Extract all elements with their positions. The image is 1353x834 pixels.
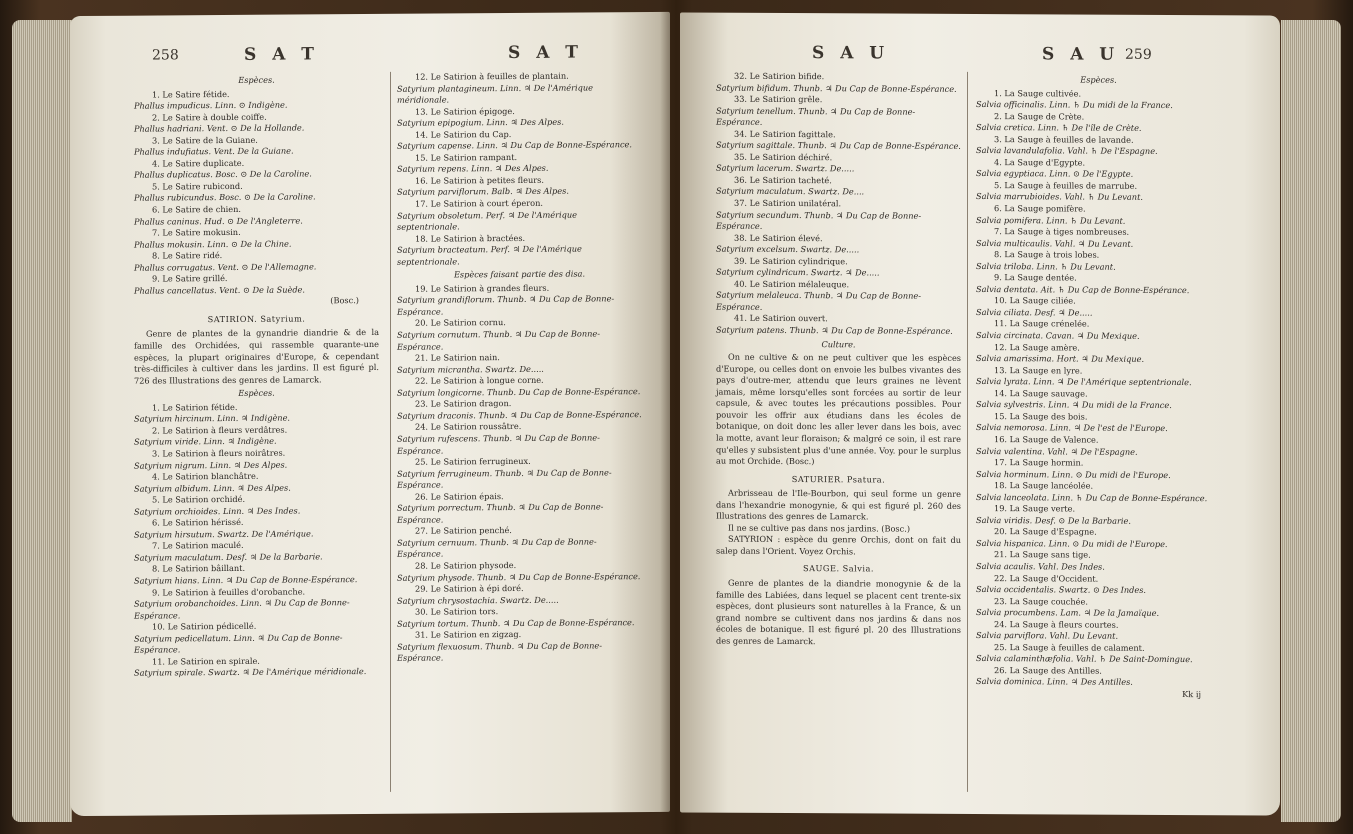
entry-line: Satyrium obsoletum. Perf. ♃ De l'Amérique septentrionale.: [397, 209, 577, 232]
entry-line: 11. Le Satirion en spirale.: [152, 655, 260, 667]
entry-line: Salvia sylvestris. Linn. ♃ Du midi de la France.: [976, 399, 1172, 411]
entry-line: Salvia amarissima. Hort. ♃ Du Mexique.: [976, 353, 1145, 364]
entry-line: 6. Le Satirion hérissé.: [152, 517, 244, 528]
entry-line: (Bosc.): [330, 295, 359, 306]
entry-line: Salvia multicaulis. Vahl. ♃ Du Levant.: [976, 237, 1134, 249]
entry-line: 16. Le Satirion à petites fleurs.: [415, 174, 544, 186]
entry-line: Satyrium chrysostachia. Swartz. De.....: [397, 594, 559, 606]
left-page-number: 258: [152, 47, 179, 64]
left-running-head-2: S A T: [508, 42, 583, 64]
entry-line: Satyrium longicorne. Thunb. Du Cap de Bonne-Espérance.: [397, 385, 641, 398]
entry-line: Satyrium tenellum. Thunb. ♃ Du Cap de Bonne-Espérance.: [716, 105, 916, 128]
paragraph: SATYRION : espèce du genre Orchis, dont on fait du salep dans l'Orient. Voyez Orchis.: [716, 534, 961, 557]
entry-line: Satyrium maculatum. Swartz. De....: [716, 186, 865, 197]
entry-line: 1. Le Satire fétide.: [152, 88, 230, 100]
entry-line: Satyrium spirale. Swartz. ♃ De l'Amérique méridionale.: [134, 666, 367, 678]
right-running-head-1: S A U: [812, 43, 890, 64]
entry-line: Salvia egyptiaca. Linn. ⊙ De l'Egypte.: [976, 168, 1134, 180]
entry-line: 20. Le Satirion cornu.: [415, 317, 506, 329]
entry-line: Salvia valentina. Vahl. ♃ De l'Espagne.: [976, 445, 1138, 457]
entry-line: Satyrium tortum. Thunb. ♃ Du Cap de Bonne-Espérance.: [397, 616, 635, 629]
entry-line: Satyrium micrantha. Swartz. De.....: [397, 363, 544, 375]
entry-line: 9. La Sauge dentée.: [994, 272, 1077, 283]
entry-line: 1. Le Satirion fétide.: [152, 401, 238, 413]
entry-line: 18. La Sauge lancéolée.: [994, 480, 1094, 491]
entry-line: 41. Le Satirion ouvert.: [734, 313, 828, 324]
entry-line: Satyrium flexuosum. Thunb. ♃ Du Cap de Bonne-Espérance.: [397, 640, 603, 664]
entry-line: Phallus rubicundus. Bosc. ⊙ De la Caroline.: [134, 191, 316, 204]
entry-line: Salvia ciliata. Desf. ♃ De.....: [976, 306, 1093, 318]
entry-line: 19. La Sauge verte.: [994, 503, 1076, 514]
entry-line: 26. La Sauge des Antilles.: [994, 664, 1102, 676]
entry-line: Satyrium parviflorum. Balb. ♃ Des Alpes.: [397, 186, 569, 198]
entry-line: 35. Le Satirion déchiré.: [734, 151, 833, 163]
right-running-head-2: S A U: [1042, 44, 1120, 65]
entry-line: Satyrium hirsutum. Swartz. De l'Amérique.: [134, 528, 314, 540]
entry-line: 15. Le Satirion rampant.: [415, 151, 518, 163]
paragraph: Genre de plantes de la gynandrie diandrie & de la famille des Orchidées, qui rassemble quarante-une espèces, la plupart originaires d'Europe, & cependant très-difficiles à cultiver dans les jardins. Il est figuré pl. 726 des Illustrations des genres de Lamarck.: [134, 327, 379, 386]
entry-line: 31. Le Satirion en zigzag.: [415, 629, 522, 640]
entry-line: Salvia occidentalis. Swartz. ⊙ Des Indes.: [976, 584, 1147, 595]
entry-line: 25. La Sauge à feuilles de calament.: [994, 641, 1145, 653]
entry-line: 18. Le Satirion à bractées.: [415, 232, 526, 244]
entry-line: Satyrium physode. Thunb. ♃ Du Cap de Bonne-Espérance.: [397, 570, 641, 583]
entry-line: Salvia acaulis. Vahl. Des Indes.: [976, 560, 1105, 572]
entry-line: 1. La Sauge cultivée.: [994, 87, 1082, 99]
entry-line: Satyrium rufescens. Thunb. ♃ Du Cap de Bonne-Espérance.: [397, 432, 600, 456]
right-page: [680, 12, 1280, 815]
entry-line: 17. Le Satirion à court éperon.: [415, 197, 543, 209]
entry-line: 14. La Sauge sauvage.: [994, 387, 1088, 399]
entry-line: Satyrium plantagineum. Linn. ♃ De l'Amérique méridionale.: [397, 81, 594, 105]
entry-line: Salvia horminum. Linn. ⊙ Du midi de l'Europe.: [976, 468, 1171, 480]
entry-line: 6. La Sauge pomifère.: [994, 203, 1086, 214]
entry-line: Salvia pomifera. Linn. ♄ Du Levant.: [976, 214, 1126, 226]
entry-line: 19. Le Satirion à grandes fleurs.: [415, 282, 550, 294]
entry-line: 10. La Sauge ciliée.: [994, 295, 1076, 306]
entry-line: Satyrium patens. Thunb. ♃ Du Cap de Bonne-Espérance.: [716, 324, 953, 336]
entry-line: Salvia dentata. Ait. ♄ Du Cap de Bonne-Espérance.: [976, 283, 1190, 295]
entry-line: 4. La Sauge d'Egypte.: [994, 156, 1086, 168]
entry-line: 8. La Sauge à trois lobes.: [994, 249, 1100, 260]
entry-line: 22. Le Satirion à longue corne.: [415, 375, 544, 386]
column-rule: [390, 72, 391, 792]
entry-line: Satyrium melaleuca. Thunb. ♃ Du Cap de Bonne-Espérance.: [716, 290, 921, 312]
entry-line: Salvia lavandulafolia. Vahl. ♄ De l'Espagne.: [976, 145, 1158, 157]
entry-line: Satyrium cornutum. Thunb. ♃ Du Cap de Bonne-Espérance.: [397, 328, 600, 352]
section-heading: Espèces faisant partie des disa.: [453, 268, 586, 280]
entry-line: 23. La Sauge couchée.: [994, 595, 1088, 607]
entry-line: 16. La Sauge de Valence.: [994, 434, 1099, 445]
entry-line: Phallus corrugatus. Vent. ⊙ De l'Allemagne.: [134, 261, 317, 273]
entry-line: 26. Le Satirion épais.: [415, 490, 504, 502]
entry-line: 39. Le Satirion cylindrique.: [734, 255, 848, 267]
left-page-edges: [12, 20, 72, 822]
entry-line: Salvia lanceolata. Linn. ♄ Du Cap de Bonne-Espérance.: [976, 491, 1208, 503]
entry-line: 25. Le Satirion ferrugineux.: [415, 455, 531, 467]
entry-line: Satyrium porrectum. Thunb. ♃ Du Cap de Bonne-Espérance.: [397, 501, 604, 525]
entry-line: 10. Le Satirion pédicellé.: [152, 620, 257, 632]
entry-line: 12. La Sauge amère.: [994, 341, 1080, 353]
entry-line: 17. La Sauge hormin.: [994, 457, 1084, 468]
entry-line: Phallus hadriani. Vent. ⊙ De la Hollande.: [134, 122, 305, 134]
entry-line: 8. Le Satirion bâillant.: [152, 563, 246, 574]
entry-line: 3. La Sauge à feuilles de lavande.: [994, 133, 1134, 145]
entry-line: Satyrium capense. Linn. ♃ Du Cap de Bonne-Espérance.: [397, 139, 632, 152]
entry-line: Phallus indufiatus. Vent. De la Guiane.: [134, 145, 294, 157]
entry-line: Salvia hispanica. Linn. ⊙ Du midi de l'Europe.: [976, 537, 1168, 549]
entry-line: 21. La Sauge sans tige.: [994, 549, 1091, 561]
entry-line: 24. La Sauge à fleurs courtes.: [994, 618, 1119, 630]
right-page-number: 259: [1125, 46, 1152, 63]
entry-line: 5. Le Satire rubicond.: [152, 180, 243, 192]
entry-line: 8. Le Satire ridé.: [152, 250, 223, 261]
entry-line: Satyrium orchioides. Linn. ♃ Des Indes.: [134, 505, 301, 517]
entry-line: 3. Le Satire de la Guiane.: [152, 134, 258, 146]
entry-line: 2. Le Satirion à fleurs verdâtres.: [152, 424, 288, 436]
entry-line: 33. Le Satirion grêle.: [734, 93, 823, 105]
entry-line: Satyrium lacerum. Swartz. De.....: [716, 162, 855, 174]
entry-line: 15. La Sauge des bois.: [994, 410, 1088, 422]
entry-line: 4. Le Satirion blanchâtre.: [152, 470, 259, 482]
entry-line: 2. Le Satire à double coiffe.: [152, 111, 267, 123]
entry-line: Salvia viridis. Desf. ⊙ De la Barbarie.: [976, 514, 1131, 526]
left-running-head-1: S A T: [244, 44, 319, 65]
entry-line: 13. Le Satirion épigoge.: [415, 105, 515, 117]
entry-line: Salvia lyrata. Linn. ♃ De l'Amérique septentrionale.: [976, 376, 1192, 388]
entry-line: 2. La Sauge de Crète.: [994, 110, 1085, 122]
genus-heading: SATIRION. Satyrium.: [207, 313, 306, 325]
entry-line: 21. Le Satirion nain.: [415, 352, 500, 363]
column-rule: [967, 72, 968, 792]
entry-line: Satyrium albidum. Linn. ♃ Des Alpes.: [134, 482, 291, 494]
right-column-2: [976, 72, 1221, 701]
paragraph: Il ne se cultive pas dans nos jardins. (Bosc.): [728, 522, 911, 534]
entry-line: Satyrium cernuum. Thunb. ♃ Du Cap de Bonne-Espérance.: [397, 536, 597, 560]
entry-line: Satyrium excelsum. Swartz. De.....: [716, 243, 860, 255]
entry-line: Salvia circinata. Cavan. ♃ Du Mexique.: [976, 330, 1140, 341]
right-column-1: [716, 71, 961, 649]
entry-line: Satyrium hians. Linn. ♃ Du Cap de Bonne-Espérance.: [134, 574, 358, 586]
entry-line: Satyrium cylindricum. Swartz. ♃ De.....: [716, 266, 880, 278]
left-page: [70, 12, 670, 816]
entry-line: 14. Le Satirion du Cap.: [415, 128, 512, 140]
entry-line: Satyrium repens. Linn. ♃ Des Alpes.: [397, 163, 549, 175]
entry-line: Satyrium draconis. Thunb. ♃ Du Cap de Bonne-Espérance.: [397, 408, 642, 421]
entry-line: Satyrium hircinum. Linn. ♃ Indigène.: [134, 412, 291, 424]
entry-line: Satyrium viride. Linn. ♃ Indigène.: [134, 436, 277, 448]
left-column-2: [397, 70, 642, 665]
entry-line: 11. La Sauge crénelée.: [994, 318, 1090, 330]
entry-line: 32. Le Satirion bifide.: [734, 70, 825, 82]
entry-line: 9. Le Satire grillé.: [152, 273, 228, 284]
paragraph: Arbrisseau de l'Ile-Bourbon, qui seul forme un genre dans l'hexandrie monogynie, & qui est figuré pl. 260 des Illustrations des genres de Lamarck.: [716, 487, 961, 522]
section-heading: Espèces.: [238, 74, 275, 85]
entry-line: 12. Le Satirion à feuilles de plantain.: [415, 70, 569, 82]
entry-line: 6. Le Satire de chien.: [152, 203, 241, 215]
section-heading: Culture.: [821, 338, 856, 349]
entry-line: Satyrium orobanchoides. Linn. ♃ Du Cap de Bonne-Espérance.: [134, 597, 350, 621]
entry-line: Phallus impudicus. Linn. ⊙ Indigène.: [134, 99, 288, 111]
entry-line: 40. Le Satirion mélaleuque.: [734, 278, 850, 290]
entry-line: Satyrium bracteatum. Perf. ♃ De l'Amérique septentrionale.: [397, 243, 582, 267]
right-page-edges: [1281, 20, 1341, 822]
entry-line: Phallus cancellatus. Vent. ⊙ De la Suède.: [134, 284, 306, 296]
entry-line: 5. Le Satirion orchidé.: [152, 494, 246, 505]
entry-line: 34. Le Satirion fagittale.: [734, 128, 836, 139]
entry-line: Salvia officinalis. Linn. ♄ Du midi de la France.: [976, 99, 1173, 111]
entry-line: 36. Le Satirion tacheté.: [734, 174, 832, 186]
entry-line: 22. La Sauge d'Occident.: [994, 572, 1099, 584]
entry-line: 9. Le Satirion à feuilles d'orobanche.: [152, 585, 306, 598]
entry-line: 38. Le Satirion élevé.: [734, 232, 823, 243]
entry-line: 37. Le Satirion unilatéral.: [734, 197, 842, 209]
entry-line: Salvia procumbens. Lam. ♃ De la Jamaïque.: [976, 607, 1160, 619]
entry-line: 13. La Sauge en lyre.: [994, 364, 1083, 376]
entry-line: Satyrium secundum. Thunb. ♃ Du Cap de Bonne-Espérance.: [716, 209, 922, 231]
entry-line: Kk ij: [1182, 689, 1201, 700]
entry-line: 3. Le Satirion à fleurs noirâtres.: [152, 447, 286, 459]
left-column-1: [134, 72, 379, 680]
section-heading: Espèces.: [1080, 74, 1117, 85]
entry-line: Satyrium sagittale. Thunb. ♃ Du Cap de Bonne-Espérance.: [716, 139, 961, 152]
entry-line: Salvia triloba. Linn. ♄ Du Levant.: [976, 260, 1116, 272]
entry-line: 4. Le Satire duplicate.: [152, 157, 245, 169]
entry-line: 5. La Sauge à feuilles de marrube.: [994, 179, 1138, 191]
entry-line: 7. Le Satirion maculé.: [152, 540, 244, 551]
entry-line: Phallus caninus. Hud. ⊙ De l'Angleterre.: [134, 215, 303, 227]
entry-line: 27. Le Satirion penché.: [415, 525, 512, 537]
entry-line: 7. La Sauge à tiges nombreuses.: [994, 226, 1130, 237]
entry-line: 23. Le Satirion dragon.: [415, 398, 512, 409]
entry-line: Satyrium bifidum. Thunb. ♃ Du Cap de Bonne-Espérance.: [716, 82, 957, 94]
entry-line: Salvia calaminthæfolia. Vahl. ♄ De Saint-Domingue.: [976, 653, 1193, 665]
entry-line: Satyrium maculatum. Desf. ♃ De la Barbarie.: [134, 551, 323, 563]
entry-line: Salvia marrubioides. Vahl. ♄ Du Levant.: [976, 191, 1143, 203]
entry-line: Salvia cretica. Linn. ♄ De l'île de Crète.: [976, 122, 1142, 134]
entry-line: Salvia dominica. Linn. ♃ Des Antilles.: [976, 676, 1133, 688]
entry-line: 29. Le Satirion à épi doré.: [415, 582, 524, 594]
entry-line: Salvia parviflora. Vahl. Du Levant.: [976, 630, 1119, 641]
paragraph: Genre de plantes de la diandrie monogynie & de la famille des Labiées, dans lequel se placent cent trente-six espèces, dont plusieurs sont naturelles à la France, & un grand nombre se cultivent dans nos jardins & dans nos écoles de botanique. Il est figuré pl. 20 des Illustrations des genres de Lamarck.: [716, 577, 961, 646]
entry-line: 20. La Sauge d'Espagne.: [994, 526, 1097, 537]
entry-line: Phallus duplicatus. Bosc. ⊙ De la Caroline.: [134, 168, 312, 181]
genus-heading: SATURIER. Psatura.: [791, 473, 886, 485]
section-heading: Espèces.: [238, 387, 275, 399]
entry-line: Satyrium epipogium. Linn. ♃ Des Alpes.: [397, 116, 564, 128]
entry-line: Satyrium grandiflorum. Thunb. ♃ Du Cap de Bonne-Espérance.: [397, 293, 615, 317]
paragraph: On ne cultive & on ne peut cultiver que les espèces d'Europe, ou celles dont on envoie les bulbes vivantes des pays d'outre-mer, attendu que leurs graines ne lèvent jamais, même lorsqu'elles sont forcées au sortir de leur capsule, & avec toutes les précautions possibles. Pour pouvoir les offrir aux étudians dans les écoles de botanique, on doit donc les aller lever dans les bois, avec la motte, avant leur floraison; & malgré ce soin, il est rare qu'elles y subsistent plus d'une année. Voy. pour le surplus au mot Orchide. (Bosc.): [716, 351, 961, 467]
entry-line: Satyrium ferrugineum. Thunb. ♃ Du Cap de Bonne-Espérance.: [397, 466, 612, 490]
entry-line: Satyrium pedicellatum. Linn. ♃ Du Cap de Bonne-Espérance.: [134, 631, 343, 655]
entry-line: 28. Le Satirion physode.: [415, 559, 517, 571]
entry-line: Salvia nemorosa. Linn. ♃ De l'est de l'Europe.: [976, 422, 1168, 434]
genus-heading: SAUGE. Salvia.: [803, 563, 874, 574]
entry-line: 24. Le Satirion roussâtre.: [415, 421, 522, 433]
entry-line: 30. Le Satirion tors.: [415, 606, 499, 617]
entry-line: Phallus mokusin. Linn. ⊙ De la Chine.: [134, 238, 292, 250]
entry-line: 7. Le Satire mokusin.: [152, 227, 241, 238]
entry-line: Satyrium nigrum. Linn. ♃ Des Alpes.: [134, 459, 288, 471]
